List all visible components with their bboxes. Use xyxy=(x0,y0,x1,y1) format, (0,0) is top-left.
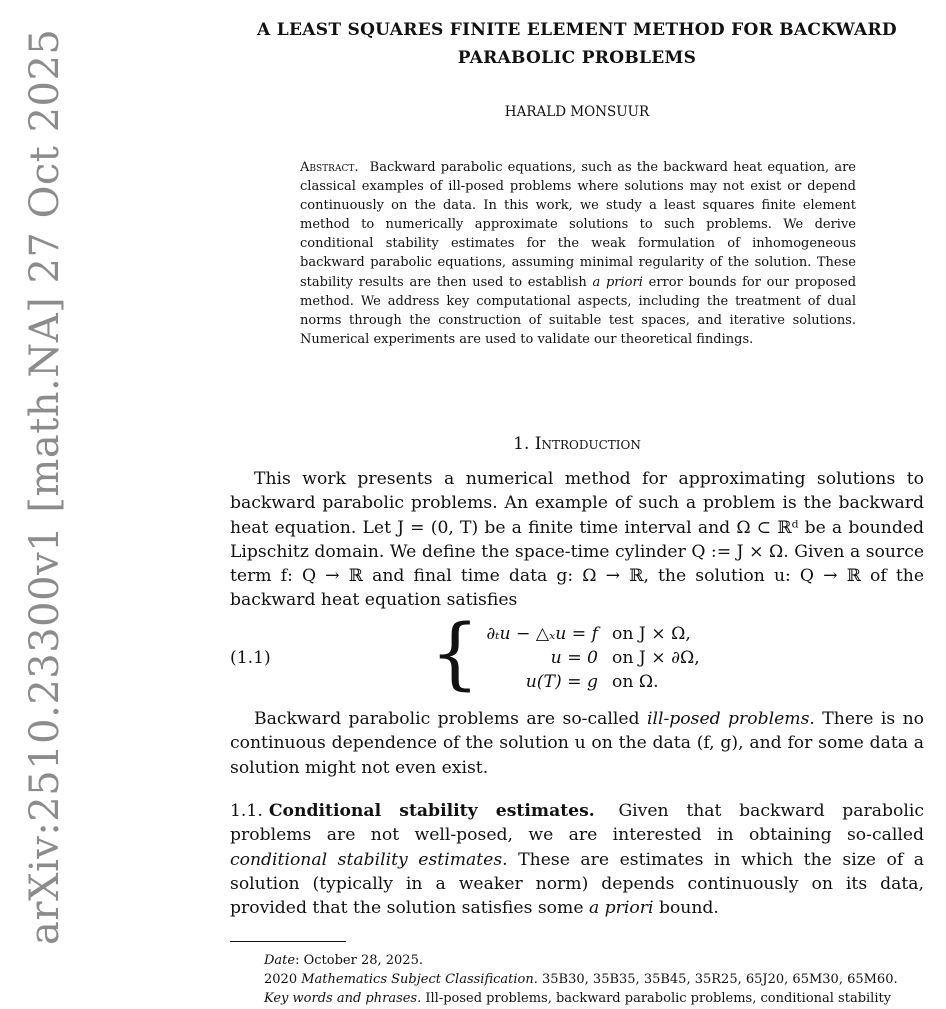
subsection-emph-1: conditional stability estimates xyxy=(230,849,503,870)
para2-text-1: Backward parabolic problems are so-called xyxy=(254,709,640,729)
abstract-text-2: error bounds for our proposed method. We address key computational aspects, including the treatment of dual norms through the construction of suitable test spaces, and iterative solutions. Numerical experiments are used to validate our theoretical findings. xyxy=(300,274,857,347)
equation-condition: on J × ∂Ω, xyxy=(612,648,700,668)
equation-system xyxy=(458,622,700,694)
equation-row xyxy=(458,646,700,670)
footnote-date xyxy=(230,951,924,971)
section-heading xyxy=(230,434,924,454)
footnote-divider xyxy=(230,941,346,942)
para2-emph: ill-posed problems xyxy=(646,709,810,729)
equation-row xyxy=(458,670,700,694)
footnote-keywords xyxy=(230,989,924,1009)
abstract-label: Abstract. xyxy=(300,160,359,175)
footnote-date-label: Date xyxy=(264,953,296,968)
footnote-msc-label: Mathematics Subject Classification. xyxy=(301,972,538,987)
arxiv-stamp: arXiv:2510.23300v1 [math.NA] 27 Oct 2025 xyxy=(22,28,68,945)
subsection-title: Conditional stability estimates. xyxy=(268,801,595,821)
equation-lhs: u(T) = g xyxy=(525,672,598,692)
subsection-text-3: bound. xyxy=(658,898,719,919)
subsection-paragraph xyxy=(230,799,924,920)
intro-paragraph-1: This work presents a numerical method for approximating solutions to backward parabolic problems. An example of such a problem is the backward heat equation. Let J = (0, T) be a finite time interval and Ω ⊂ ℝᵈ be a bounded Lipschitz domain. We define the space-time cylinder Q := J × Ω. Given a source term f: Q → ℝ and final time data g: Ω → ℝ, the solution u: Q → ℝ of the backward heat equation satisfies xyxy=(230,469,924,611)
subsection-text-2: . These are estimates in which the size of a solution (typically in a weaker norm) depends continuously on its data, provided that the solution satisfies some xyxy=(230,849,924,919)
subsection-emph-2: a priori xyxy=(588,898,654,919)
equation-label: (1.1) xyxy=(230,648,271,668)
section-name: Introduction xyxy=(534,434,641,454)
equation-row xyxy=(458,622,700,646)
footnote-msc xyxy=(230,970,924,990)
abstract xyxy=(300,158,856,349)
footnote-keywords-label: Key words and phrases. xyxy=(264,991,422,1006)
subsection-number: 1.1. xyxy=(230,801,263,821)
footnote-keywords-value: Ill-posed problems, backward parabolic problems, conditional stability xyxy=(425,991,892,1006)
footnote-date-value: : October 28, 2025. xyxy=(295,953,423,968)
equation-condition: on J × Ω, xyxy=(612,624,691,644)
paper-title: A LEAST SQUARES FINITE ELEMENT METHOD FOR BACKWARD PARABOLIC PROBLEMS xyxy=(257,20,897,68)
footnote-msc-value: 35B30, 35B35, 35B45, 35R25, 65J20, 65M30, 65M60. xyxy=(542,972,898,987)
intro-paragraph-2 xyxy=(230,707,924,780)
equation-lhs: ∂ₜu − △ₓu = f xyxy=(486,624,598,644)
equation-1-1 xyxy=(230,609,924,700)
equation-lhs: u = 0 xyxy=(550,648,598,668)
abstract-emph: a priori xyxy=(592,274,643,290)
section-number: 1. xyxy=(513,434,530,454)
subsection-text-1: Given that backward parabolic problems are not well-posed, we are interested in obtaining so-called xyxy=(230,801,924,846)
equation-condition: on Ω. xyxy=(612,672,659,692)
para2-text-2: . There is no continuous dependence of the solution u on the data (f, g), and for some data a solution might not even exist. xyxy=(230,709,924,778)
footnote-msc-prefix: 2020 xyxy=(264,972,298,987)
equation-brace: { xyxy=(430,609,480,699)
abstract-text-1: Backward parabolic equations, such as the backward heat equation, are classical examples of ill-posed problems where solutions may not exist or depend continuously on the data. In this work, we study a least squares finite element method to numerically approximate solutions to such problems. We derive conditional stability estimates for the weak formulation of inhomogeneous backward parabolic equations, assuming minimal regularity of the solution. These stability results are then used to establish xyxy=(300,160,856,290)
paper-author: HARALD MONSUUR xyxy=(504,104,650,120)
